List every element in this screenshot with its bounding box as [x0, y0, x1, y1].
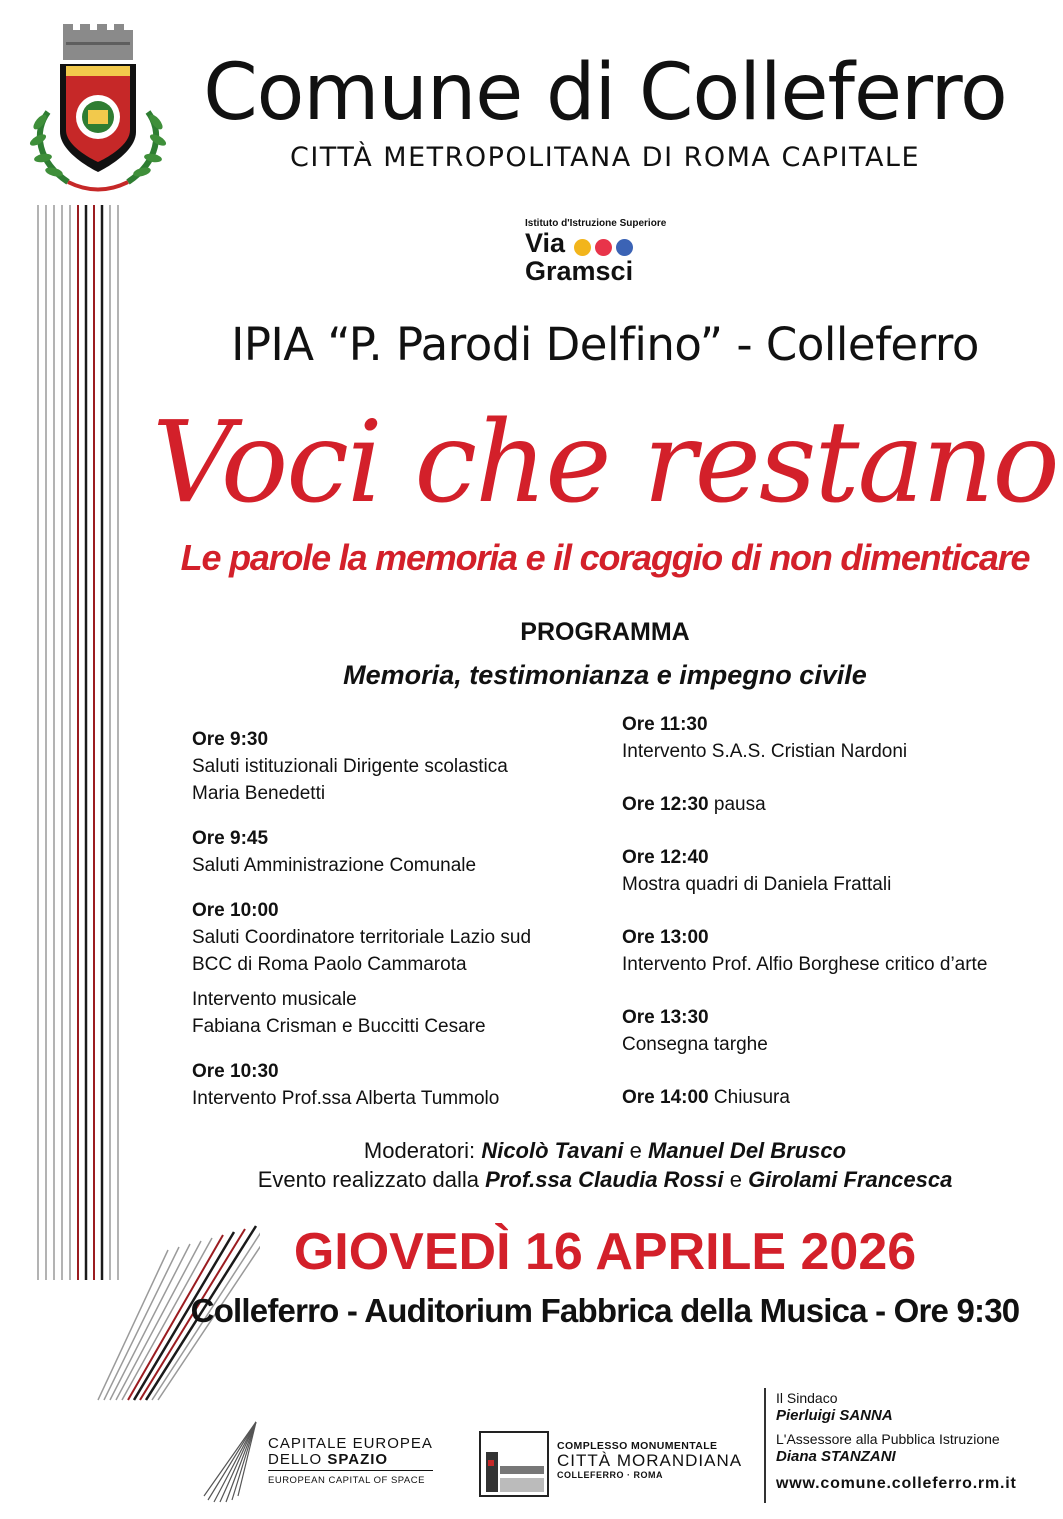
schedule-text: Chiusura: [713, 1087, 790, 1108]
schedule-item: [622, 1084, 1042, 1111]
schedule-text: Consegna targhe: [622, 1034, 768, 1055]
red-dot-icon: [595, 239, 612, 256]
schedule-time: Ore 10:00: [192, 900, 279, 921]
schedule-time: Ore 13:30: [622, 1007, 709, 1028]
schedule-text: Intervento musicale: [192, 989, 357, 1010]
assessore-name: Diana STANZANI: [776, 1448, 896, 1465]
schedule-item: [622, 711, 1042, 765]
rocket-icon: [200, 1418, 264, 1504]
city-morandiana-icon: [478, 1430, 550, 1498]
schedule-time: Ore 10:30: [192, 1061, 279, 1082]
schedule-left: [192, 726, 602, 1130]
event-tagline: Le parole la memoria e il coraggio di non dimenticare: [180, 537, 1030, 578]
programma-heading: PROGRAMMA: [520, 618, 690, 646]
signatures: [776, 1390, 1000, 1465]
footer-divider: [764, 1388, 766, 1503]
conjunction: e: [729, 1167, 742, 1192]
schedule-text: Intervento S.A.S. Cristian Nardoni: [622, 741, 908, 762]
schedule-time: Ore 9:30: [192, 729, 269, 750]
ces-line3: EUROPEAN CAPITAL OF SPACE: [268, 1470, 433, 1489]
schedule-text: Fabiana Crisman e Buccitti Cesare: [192, 1016, 486, 1037]
schedule-time: Ore 11:30: [622, 714, 708, 735]
schedule-time: Ore 12:30: [622, 794, 709, 815]
schedule-text: Mostra quadri di Daniela Frattali: [622, 874, 892, 895]
school-logo: [525, 218, 705, 300]
event-venue: Colleferro - Auditorium Fabbrica della Musica - Ore 9:30: [190, 1292, 1020, 1329]
schedule-item: [192, 986, 602, 1040]
school-name: IPIA “P. Parodi Delfino” - Colleferro: [231, 318, 979, 371]
comune-subtitle: CITTÀ METROPOLITANA DI ROMA CAPITALE: [289, 142, 921, 173]
sindaco-role: Il Sindaco: [776, 1390, 838, 1406]
ces-line2a: DELLO: [268, 1451, 328, 1468]
sindaco-name: Pierluigi SANNA: [776, 1407, 893, 1424]
schedule-item: [192, 825, 602, 879]
schedule-item: [622, 1004, 1042, 1058]
ces-line2b: SPAZIO: [327, 1451, 389, 1468]
assessore-role: L'Assessore alla Pubblica Istruzione: [776, 1431, 1000, 1447]
schedule-time: Ore 14:00: [622, 1087, 709, 1108]
organizers-line: [170, 1165, 1040, 1194]
schedule-text: Saluti Amministrazione Comunale: [192, 855, 477, 876]
schedule-item: [192, 726, 602, 807]
schedule-text: pausa: [713, 794, 766, 815]
moderators-line: [170, 1136, 1040, 1165]
schedule-time: Ore 9:45: [192, 828, 269, 849]
schedule-text: Maria Benedetti: [192, 783, 326, 804]
schedule-text: BCC di Roma Paolo Cammarota: [192, 954, 467, 975]
schedule-time: Ore 12:40: [622, 847, 709, 868]
schedule-text: Saluti Coordinatore territoriale Lazio sud: [192, 927, 532, 948]
cm-line1: COMPLESSO MONUMENTALE: [557, 1440, 718, 1452]
programma-subtitle: Memoria, testimonianza e impegno civile: [343, 660, 867, 690]
schedule-item: [192, 1058, 602, 1112]
schedule-text: Intervento Prof.ssa Alberta Tummolo: [192, 1088, 500, 1109]
stripe-tail: [98, 1250, 168, 1400]
blue-dot-icon: [616, 239, 633, 256]
website-link[interactable]: www.comune.colleferro.rm.it: [776, 1475, 1017, 1492]
cm-line3: COLLEFERRO · ROMA: [557, 1470, 663, 1480]
realizzato-label: Evento realizzato dalla: [257, 1167, 480, 1192]
ces-line2: [268, 1452, 433, 1468]
schedule-right: [622, 711, 1042, 1129]
cm-line2: CITTÀ MORANDIANA: [557, 1451, 743, 1470]
ces-line1: CAPITALE EUROPEA: [268, 1435, 433, 1452]
schedule-text: Intervento Prof. Alfio Borghese critico d’arte: [622, 954, 988, 975]
schedule-item: [622, 924, 1042, 978]
school-gramsci-label: Gramsci: [525, 256, 634, 286]
schedule-text: Saluti istituzionali Dirigente scolastica: [192, 756, 508, 777]
organizer-name: Prof.ssa Claudia Rossi: [485, 1167, 724, 1192]
schedule-time: Ore 13:00: [622, 927, 709, 948]
organizer-name: Girolami Francesca: [748, 1167, 953, 1192]
schedule-item: [622, 844, 1042, 898]
credits: [170, 1136, 1040, 1194]
conjunction: e: [629, 1138, 642, 1163]
cm-logo-text: [557, 1440, 742, 1480]
school-via-label: Via: [525, 228, 566, 258]
moderator-name: Manuel Del Brusco: [648, 1138, 847, 1163]
ces-logo-text: [268, 1436, 433, 1489]
yellow-dot-icon: [574, 239, 591, 256]
coat-of-arms-icon: [28, 22, 168, 197]
event-title: Voci che restano: [152, 398, 1058, 528]
event-date: GIOVEDÌ 16 APRILE 2026: [293, 1223, 917, 1281]
school-small-label: Istituto d'Istruzione Superiore: [525, 218, 667, 229]
moderator-name: Nicolò Tavani: [481, 1138, 624, 1163]
schedule-item: [192, 897, 602, 978]
comune-title: Comune di Colleferro: [203, 48, 1007, 138]
schedule-item: [622, 791, 1042, 818]
moderatori-label: Moderatori:: [363, 1138, 476, 1163]
